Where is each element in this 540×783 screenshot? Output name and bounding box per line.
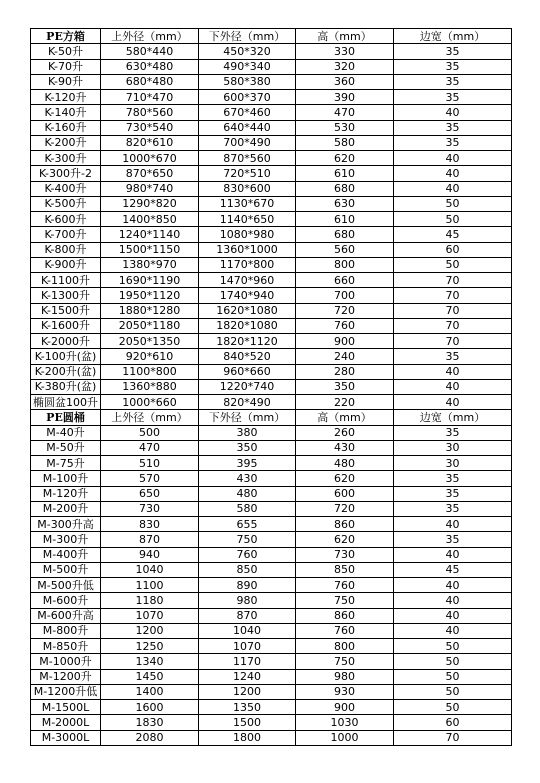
- model-cell: K-500升: [31, 196, 101, 211]
- value-cell: 40: [394, 364, 512, 379]
- value-cell: 50: [394, 639, 512, 654]
- value-cell: 1000*660: [101, 395, 199, 410]
- value-cell: 35: [394, 74, 512, 89]
- value-cell: 630*480: [101, 59, 199, 74]
- value-cell: 780*560: [101, 105, 199, 120]
- value-cell: 1500: [199, 715, 296, 730]
- table-row: [31, 623, 512, 638]
- spec-table-body: [31, 29, 512, 746]
- value-cell: 620: [296, 471, 394, 486]
- value-cell: 220: [296, 395, 394, 410]
- value-cell: 1740*940: [199, 288, 296, 303]
- table-row: [31, 517, 512, 532]
- model-cell: K-1100升: [31, 273, 101, 288]
- model-cell: K-1600升: [31, 318, 101, 333]
- model-cell: K-1300升: [31, 288, 101, 303]
- model-cell: M-1500L: [31, 700, 101, 715]
- value-cell: 710*470: [101, 90, 199, 105]
- value-cell: 760: [199, 547, 296, 562]
- table-row: [31, 608, 512, 623]
- value-cell: 820*490: [199, 395, 296, 410]
- value-cell: 1070: [199, 639, 296, 654]
- value-cell: 1200: [101, 623, 199, 638]
- table-row: [31, 440, 512, 455]
- value-cell: 1180: [101, 593, 199, 608]
- value-cell: 570: [101, 471, 199, 486]
- value-cell: 1350: [199, 700, 296, 715]
- value-cell: 800: [296, 257, 394, 272]
- value-cell: 40: [394, 166, 512, 181]
- model-cell: M-500升低: [31, 578, 101, 593]
- table-row: [31, 181, 512, 196]
- value-cell: 1070: [101, 608, 199, 623]
- model-cell: M-75升: [31, 456, 101, 471]
- value-cell: 720*510: [199, 166, 296, 181]
- value-cell: 480: [199, 486, 296, 501]
- value-cell: 870: [199, 608, 296, 623]
- value-cell: 45: [394, 562, 512, 577]
- value-cell: 890: [199, 578, 296, 593]
- table-row: [31, 334, 512, 349]
- value-cell: 930: [296, 684, 394, 699]
- table-row: [31, 471, 512, 486]
- model-cell: K-400升: [31, 181, 101, 196]
- model-cell: K-800升: [31, 242, 101, 257]
- column-header: 高（mm）: [296, 29, 394, 44]
- value-cell: 670*460: [199, 105, 296, 120]
- value-cell: 1240*1140: [101, 227, 199, 242]
- value-cell: 1820*1080: [199, 318, 296, 333]
- value-cell: 610: [296, 212, 394, 227]
- model-cell: M-2000L: [31, 715, 101, 730]
- column-header: 高（mm）: [296, 410, 394, 425]
- table-row: [31, 501, 512, 516]
- model-cell: K-1500升: [31, 303, 101, 318]
- value-cell: 1080*980: [199, 227, 296, 242]
- value-cell: 1130*670: [199, 196, 296, 211]
- model-cell: M-1000升: [31, 654, 101, 669]
- value-cell: 960*660: [199, 364, 296, 379]
- section-title: PE方箱: [31, 29, 101, 44]
- value-cell: 720: [296, 501, 394, 516]
- model-cell: M-400升: [31, 547, 101, 562]
- value-cell: 580*440: [101, 44, 199, 59]
- value-cell: 730*540: [101, 120, 199, 135]
- table-row: [31, 456, 512, 471]
- model-cell: M-1200升低: [31, 684, 101, 699]
- value-cell: 1040: [101, 562, 199, 577]
- value-cell: 40: [394, 623, 512, 638]
- value-cell: 470: [101, 440, 199, 455]
- model-cell: K-300升-2: [31, 166, 101, 181]
- value-cell: 40: [394, 608, 512, 623]
- value-cell: 1240: [199, 669, 296, 684]
- table-row: [31, 74, 512, 89]
- section-title: PE圆桶: [31, 410, 101, 425]
- spec-sheet: [30, 28, 511, 746]
- value-cell: 35: [394, 501, 512, 516]
- table-row: [31, 151, 512, 166]
- value-cell: 1000: [296, 730, 394, 745]
- value-cell: 35: [394, 90, 512, 105]
- value-cell: 1880*1280: [101, 303, 199, 318]
- value-cell: 820*610: [101, 135, 199, 150]
- value-cell: 1200: [199, 684, 296, 699]
- value-cell: 870*650: [101, 166, 199, 181]
- value-cell: 470: [296, 105, 394, 120]
- value-cell: 1470*960: [199, 273, 296, 288]
- value-cell: 35: [394, 486, 512, 501]
- value-cell: 1340: [101, 654, 199, 669]
- value-cell: 620: [296, 151, 394, 166]
- value-cell: 1380*970: [101, 257, 199, 272]
- value-cell: 1100*800: [101, 364, 199, 379]
- value-cell: 60: [394, 715, 512, 730]
- table-row: [31, 715, 512, 730]
- spec-table: [30, 28, 512, 746]
- value-cell: 830: [101, 517, 199, 532]
- model-cell: M-300升高: [31, 517, 101, 532]
- value-cell: 630: [296, 196, 394, 211]
- value-cell: 395: [199, 456, 296, 471]
- column-header: 上外径（mm）: [101, 29, 199, 44]
- table-row: [31, 288, 512, 303]
- model-cell: K-70升: [31, 59, 101, 74]
- value-cell: 480: [296, 456, 394, 471]
- value-cell: 50: [394, 196, 512, 211]
- value-cell: 35: [394, 425, 512, 440]
- model-cell: 椭圆盆100升: [31, 395, 101, 410]
- value-cell: 70: [394, 730, 512, 745]
- value-cell: 830*600: [199, 181, 296, 196]
- table-row: [31, 212, 512, 227]
- value-cell: 260: [296, 425, 394, 440]
- value-cell: 1170: [199, 654, 296, 669]
- column-header: 上外径（mm）: [101, 410, 199, 425]
- table-row: [31, 562, 512, 577]
- value-cell: 760: [296, 318, 394, 333]
- table-row: [31, 730, 512, 745]
- table-row: [31, 120, 512, 135]
- table-row: [31, 59, 512, 74]
- value-cell: 870*560: [199, 151, 296, 166]
- table-row: [31, 654, 512, 669]
- value-cell: 680: [296, 227, 394, 242]
- value-cell: 655: [199, 517, 296, 532]
- table-row: [31, 395, 512, 410]
- model-cell: K-300升: [31, 151, 101, 166]
- value-cell: 430: [296, 440, 394, 455]
- model-cell: K-90升: [31, 74, 101, 89]
- value-cell: 1250: [101, 639, 199, 654]
- value-cell: 35: [394, 532, 512, 547]
- value-cell: 35: [394, 471, 512, 486]
- value-cell: 1800: [199, 730, 296, 745]
- model-cell: K-120升: [31, 90, 101, 105]
- value-cell: 680: [296, 181, 394, 196]
- value-cell: 700*490: [199, 135, 296, 150]
- value-cell: 1600: [101, 700, 199, 715]
- value-cell: 490*340: [199, 59, 296, 74]
- value-cell: 700: [296, 288, 394, 303]
- value-cell: 70: [394, 273, 512, 288]
- column-header: 边宽（mm）: [394, 29, 512, 44]
- value-cell: 380: [199, 425, 296, 440]
- value-cell: 30: [394, 456, 512, 471]
- table-row: [31, 227, 512, 242]
- value-cell: 1450: [101, 669, 199, 684]
- value-cell: 760: [296, 623, 394, 638]
- table-row: [31, 318, 512, 333]
- value-cell: 760: [296, 578, 394, 593]
- model-cell: M-50升: [31, 440, 101, 455]
- model-cell: K-380升(盆): [31, 379, 101, 394]
- value-cell: 940: [101, 547, 199, 562]
- value-cell: 330: [296, 44, 394, 59]
- value-cell: 360: [296, 74, 394, 89]
- value-cell: 500: [101, 425, 199, 440]
- value-cell: 1950*1120: [101, 288, 199, 303]
- model-cell: K-2000升: [31, 334, 101, 349]
- table-row: [31, 196, 512, 211]
- value-cell: 1500*1150: [101, 242, 199, 257]
- value-cell: 40: [394, 181, 512, 196]
- model-cell: K-700升: [31, 227, 101, 242]
- table-row: [31, 242, 512, 257]
- value-cell: 45: [394, 227, 512, 242]
- value-cell: 530: [296, 120, 394, 135]
- value-cell: 2080: [101, 730, 199, 745]
- model-cell: M-40升: [31, 425, 101, 440]
- value-cell: 40: [394, 379, 512, 394]
- value-cell: 40: [394, 105, 512, 120]
- table-row: [31, 486, 512, 501]
- value-cell: 70: [394, 288, 512, 303]
- value-cell: 1620*1080: [199, 303, 296, 318]
- table-row: [31, 532, 512, 547]
- value-cell: 750: [296, 593, 394, 608]
- value-cell: 35: [394, 59, 512, 74]
- value-cell: 430: [199, 471, 296, 486]
- value-cell: 640*440: [199, 120, 296, 135]
- value-cell: 1290*820: [101, 196, 199, 211]
- value-cell: 60: [394, 242, 512, 257]
- model-cell: M-200升: [31, 501, 101, 516]
- value-cell: 850: [199, 562, 296, 577]
- value-cell: 50: [394, 684, 512, 699]
- model-cell: M-120升: [31, 486, 101, 501]
- value-cell: 980: [199, 593, 296, 608]
- table-row: [31, 135, 512, 150]
- table-row: [31, 578, 512, 593]
- section-header-row: [31, 29, 512, 44]
- table-row: [31, 303, 512, 318]
- value-cell: 40: [394, 395, 512, 410]
- value-cell: 610: [296, 166, 394, 181]
- table-row: [31, 257, 512, 272]
- value-cell: 650: [101, 486, 199, 501]
- value-cell: 1400: [101, 684, 199, 699]
- model-cell: K-160升: [31, 120, 101, 135]
- value-cell: 35: [394, 349, 512, 364]
- model-cell: M-600升高: [31, 608, 101, 623]
- table-row: [31, 425, 512, 440]
- value-cell: 580: [296, 135, 394, 150]
- table-row: [31, 105, 512, 120]
- value-cell: 40: [394, 517, 512, 532]
- value-cell: 580: [199, 501, 296, 516]
- model-cell: K-100升(盆): [31, 349, 101, 364]
- value-cell: 1170*800: [199, 257, 296, 272]
- value-cell: 1820*1120: [199, 334, 296, 349]
- value-cell: 600: [296, 486, 394, 501]
- table-row: [31, 166, 512, 181]
- table-row: [31, 90, 512, 105]
- value-cell: 2050*1350: [101, 334, 199, 349]
- value-cell: 2050*1180: [101, 318, 199, 333]
- value-cell: 40: [394, 593, 512, 608]
- value-cell: 1030: [296, 715, 394, 730]
- model-cell: M-100升: [31, 471, 101, 486]
- value-cell: 840*520: [199, 349, 296, 364]
- table-row: [31, 349, 512, 364]
- value-cell: 30: [394, 440, 512, 455]
- value-cell: 50: [394, 654, 512, 669]
- table-row: [31, 639, 512, 654]
- value-cell: 600*370: [199, 90, 296, 105]
- value-cell: 750: [199, 532, 296, 547]
- model-cell: K-600升: [31, 212, 101, 227]
- value-cell: 720: [296, 303, 394, 318]
- value-cell: 350: [199, 440, 296, 455]
- value-cell: 750: [296, 654, 394, 669]
- model-cell: M-800升: [31, 623, 101, 638]
- value-cell: 50: [394, 700, 512, 715]
- column-header: 边宽（mm）: [394, 410, 512, 425]
- model-cell: M-850升: [31, 639, 101, 654]
- table-row: [31, 684, 512, 699]
- model-cell: M-600升: [31, 593, 101, 608]
- value-cell: 50: [394, 669, 512, 684]
- value-cell: 350: [296, 379, 394, 394]
- value-cell: 860: [296, 517, 394, 532]
- model-cell: M-500升: [31, 562, 101, 577]
- section-header-row: [31, 410, 512, 425]
- value-cell: 1140*650: [199, 212, 296, 227]
- value-cell: 35: [394, 135, 512, 150]
- value-cell: 40: [394, 547, 512, 562]
- model-cell: M-3000L: [31, 730, 101, 745]
- value-cell: 860: [296, 608, 394, 623]
- value-cell: 900: [296, 700, 394, 715]
- table-row: [31, 379, 512, 394]
- value-cell: 980*740: [101, 181, 199, 196]
- table-row: [31, 273, 512, 288]
- value-cell: 50: [394, 212, 512, 227]
- column-header: 下外径（mm）: [199, 29, 296, 44]
- model-cell: K-200升: [31, 135, 101, 150]
- value-cell: 560: [296, 242, 394, 257]
- value-cell: 580*380: [199, 74, 296, 89]
- value-cell: 1830: [101, 715, 199, 730]
- value-cell: 70: [394, 318, 512, 333]
- value-cell: 70: [394, 303, 512, 318]
- value-cell: 40: [394, 578, 512, 593]
- table-row: [31, 669, 512, 684]
- model-cell: K-200升(盆): [31, 364, 101, 379]
- value-cell: 320: [296, 59, 394, 74]
- value-cell: 1360*880: [101, 379, 199, 394]
- value-cell: 70: [394, 334, 512, 349]
- value-cell: 620: [296, 532, 394, 547]
- value-cell: 900: [296, 334, 394, 349]
- value-cell: 390: [296, 90, 394, 105]
- value-cell: 980: [296, 669, 394, 684]
- value-cell: 730: [296, 547, 394, 562]
- model-cell: K-140升: [31, 105, 101, 120]
- value-cell: 50: [394, 257, 512, 272]
- value-cell: 1000*670: [101, 151, 199, 166]
- value-cell: 240: [296, 349, 394, 364]
- value-cell: 1040: [199, 623, 296, 638]
- value-cell: 730: [101, 501, 199, 516]
- value-cell: 510: [101, 456, 199, 471]
- value-cell: 1220*740: [199, 379, 296, 394]
- value-cell: 280: [296, 364, 394, 379]
- value-cell: 920*610: [101, 349, 199, 364]
- table-row: [31, 547, 512, 562]
- model-cell: K-50升: [31, 44, 101, 59]
- table-row: [31, 593, 512, 608]
- table-row: [31, 700, 512, 715]
- value-cell: 1360*1000: [199, 242, 296, 257]
- value-cell: 450*320: [199, 44, 296, 59]
- table-row: [31, 364, 512, 379]
- value-cell: 850: [296, 562, 394, 577]
- value-cell: 40: [394, 151, 512, 166]
- model-cell: M-1200升: [31, 669, 101, 684]
- value-cell: 35: [394, 120, 512, 135]
- value-cell: 1690*1190: [101, 273, 199, 288]
- value-cell: 35: [394, 44, 512, 59]
- model-cell: K-900升: [31, 257, 101, 272]
- value-cell: 800: [296, 639, 394, 654]
- model-cell: M-300升: [31, 532, 101, 547]
- value-cell: 870: [101, 532, 199, 547]
- value-cell: 1100: [101, 578, 199, 593]
- value-cell: 1400*850: [101, 212, 199, 227]
- value-cell: 660: [296, 273, 394, 288]
- value-cell: 680*480: [101, 74, 199, 89]
- table-row: [31, 44, 512, 59]
- column-header: 下外径（mm）: [199, 410, 296, 425]
